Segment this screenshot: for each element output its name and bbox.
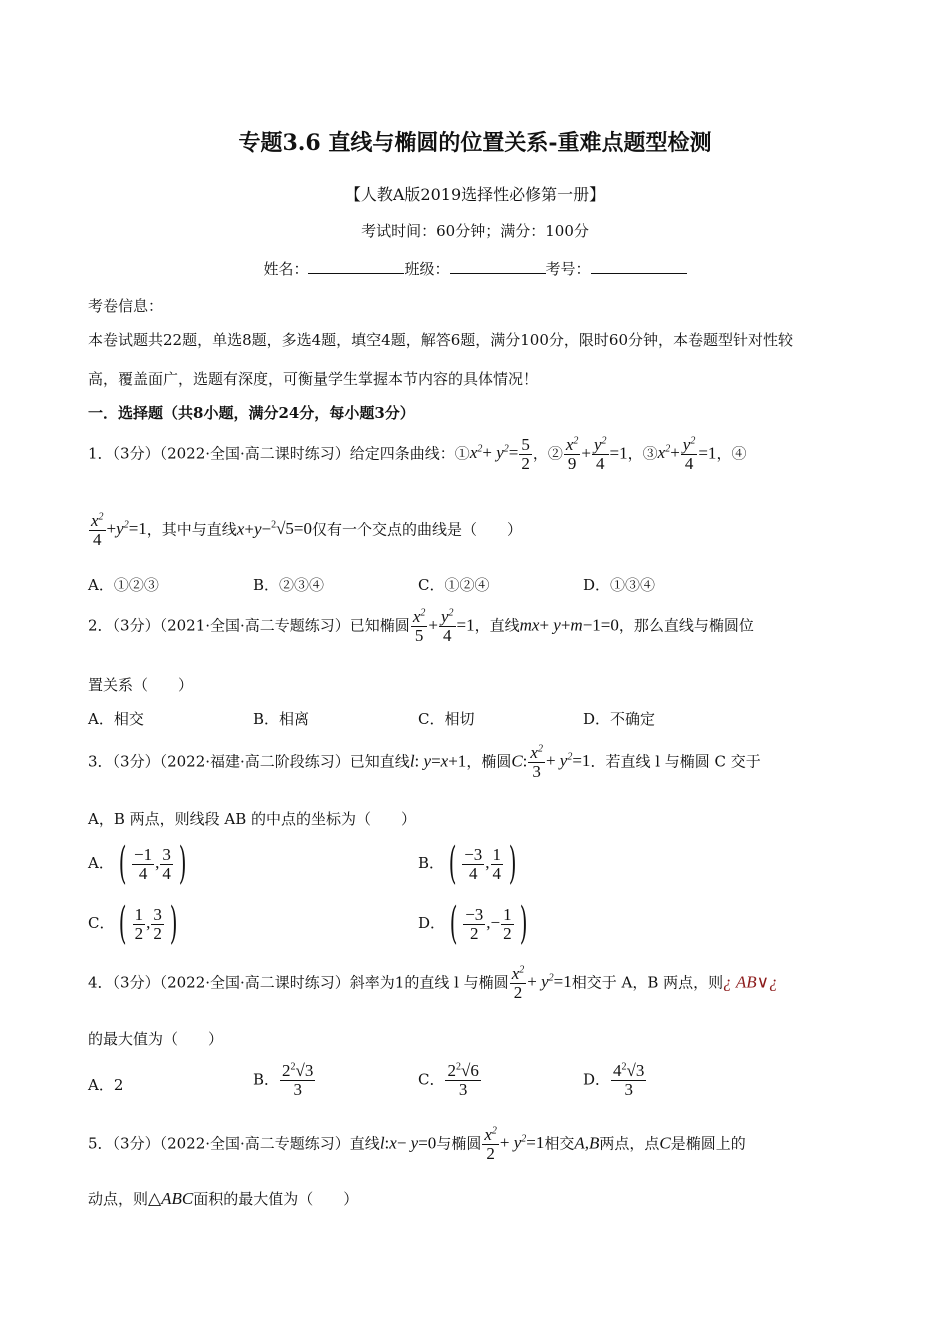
q4-option-a[interactable]: A．2 xyxy=(88,1076,124,1094)
question-3-line-2: A，B 两点，则线段 AB 的中点的坐标为（ ） xyxy=(88,810,417,828)
q2-option-d[interactable]: D．不确定 xyxy=(583,710,656,728)
q3-option-d[interactable]: D． ( $\frac{-3}{2}$ ,− $\frac{1}{2}$ ) xyxy=(418,898,528,949)
q2-option-a[interactable]: A．相交 xyxy=(88,710,144,728)
q2-option-b[interactable]: B．相离 xyxy=(253,710,310,728)
info-line-2: 高，覆盖面广，选题有深度，可衡量学生掌握本节内容的具体情况！ xyxy=(88,370,539,388)
q4-option-c[interactable]: C． $\frac{2^2√6}{3}$ xyxy=(418,1061,479,1099)
name-field[interactable] xyxy=(308,259,404,274)
q3-option-b[interactable]: B． ( $\frac{-3}{4}$ , $\frac{1}{4}$ ) xyxy=(418,838,517,889)
question-5-line-2: 动点，则△ABC面积的最大值为（ ） xyxy=(88,1189,359,1208)
garbled-abs-expression: ¿ AB∨¿ xyxy=(723,972,778,992)
student-info-row xyxy=(0,258,950,279)
question-5-line-1: 5．（3分）（2022·全国·高二专题练习）直线l:x− y=0与椭圆 $\frac{x^2}{2}$ + $y^2=1$相交A,B两点，点C是椭圆上的 xyxy=(88,1125,746,1163)
q4-option-d[interactable]: D． $\frac{4^2√3}{3}$ xyxy=(583,1061,645,1099)
question-4-line-1: 4．（3分）（2022·全国·高二课时练习）斜率为1的直线 l 与椭圆 $\frac{x^2}{2}$ + $y^2=1$相交于 A，B 两点，则¿ AB∨¿ xyxy=(88,964,778,1002)
q3-option-c[interactable]: C． ( $\frac{1}{2}$ , $\frac{3}{2}$ ) xyxy=(88,898,178,949)
page-title: 专题3.6 直线与椭圆的位置关系-重难点题型检测 xyxy=(238,130,712,156)
q1-option-d[interactable]: D．①③④ xyxy=(583,576,656,594)
question-1-line-2: $\frac{x^2}{4}$ $+y^2=1$，其中与直线x+y−$^2$√5=0仅有一个交点的曲线是（ ） xyxy=(91,511,523,549)
question-3-line-1: 3．（3分）（2022·福建·高二阶段练习）已知直线l: y=x+1，椭圆C: $\frac{x^2}{3}$ + $y^2=1$．若直线 l 与椭圆 C 交于 xyxy=(88,743,761,781)
q1-option-b[interactable]: B．②③④ xyxy=(253,576,325,594)
q3-option-a[interactable]: A． ( $\frac{-1}{4}$ , $\frac{3}{4}$ ) xyxy=(88,838,187,889)
q1-option-c[interactable]: C．①②④ xyxy=(418,576,490,594)
question-2-line-1: 2．（3分）（2021·全国·高二专题练习）已知椭圆 $\frac{x^2}{5}$ + $\frac{y^2}{4}$ =1，直线mx+ y+m−1=0，那么直线与椭圆位 xyxy=(88,607,754,645)
id-label: 考号： xyxy=(545,260,591,278)
question-1-line-1: 1．（3分）（2022·全国·高二课时练习）给定四条曲线：$①x^2+ y^2=$ $\frac{5}{2}$ ，② $\frac{x^2}{9}$ + $\frac{y^2}{4}$ =1，$③x^2+$ $\frac{y^2}{4}$ =1，④ xyxy=(88,435,747,473)
info-heading: 考卷信息： xyxy=(88,297,164,315)
exam-time: 考试时间：60分钟；满分：100分 xyxy=(361,222,589,240)
q4-option-b[interactable]: B． $\frac{2^2√3}{3}$ xyxy=(253,1061,314,1099)
class-label: 班级： xyxy=(404,260,450,278)
question-4-line-2: 的最大值为（ ） xyxy=(88,1030,224,1048)
id-field[interactable] xyxy=(591,259,687,274)
question-2-line-2: 置关系（ ） xyxy=(88,676,194,694)
edition-subtitle: 【人教A版2019选择性必修第一册】 xyxy=(344,185,606,204)
class-field[interactable] xyxy=(450,259,546,274)
q1-option-a[interactable]: A．①②③ xyxy=(88,576,159,594)
name-label: 姓名： xyxy=(263,260,309,278)
section-heading: 一．选择题（共8小题，满分24分，每小题3分） xyxy=(88,404,415,422)
q2-option-c[interactable]: C．相切 xyxy=(418,710,475,728)
info-line-1: 本卷试题共22题，单选8题，多选4题，填空4题，解答6题，满分100分，限时60分钟，本卷题型针对性较 xyxy=(88,331,793,349)
